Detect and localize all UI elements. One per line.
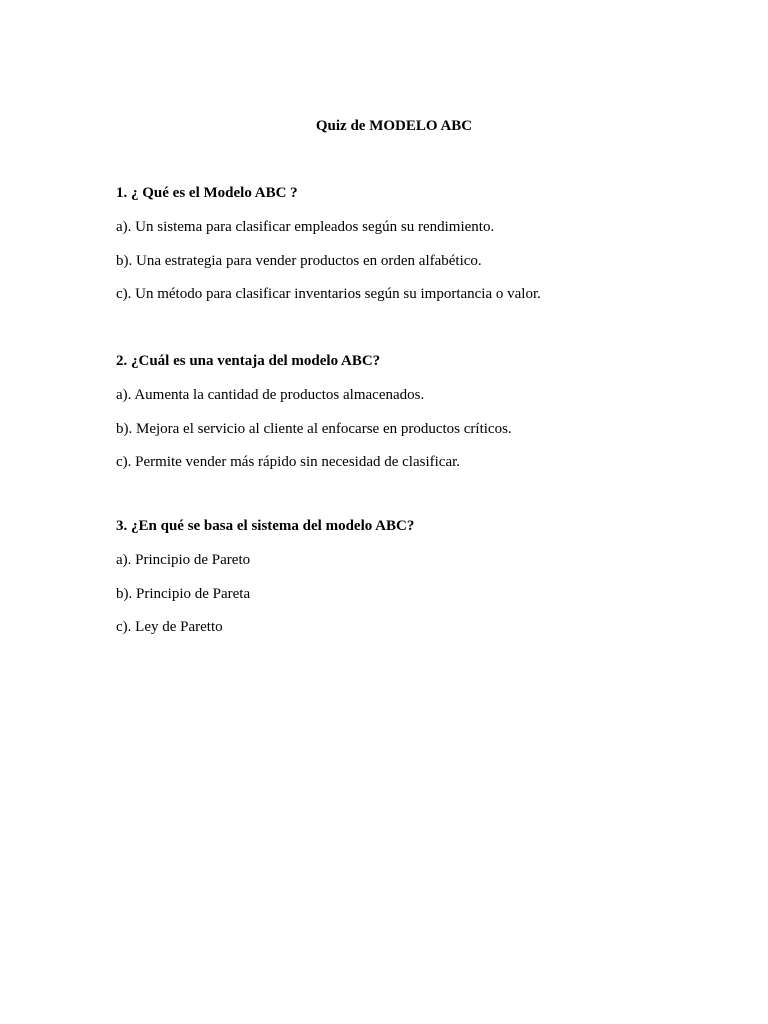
question-2-option-b: b). Mejora el servicio al cliente al enfocarse en productos críticos. (116, 420, 512, 437)
question-block-3 (116, 516, 736, 651)
question-2-option-a: a). Aumenta la cantidad de productos almacenados. (116, 387, 425, 403)
question-3-option-a: a). Principio de Pareto (116, 552, 251, 568)
question-3-option-b: b). Principio de Pareta (116, 585, 251, 602)
question-1-text: 1. ¿ Qué es el Modelo ABC ? (116, 185, 298, 201)
question-block-1 (116, 183, 736, 318)
document-title: Quiz de MODELO ABC (315, 118, 473, 134)
question-1-option-c: c). Un método para clasificar inventarios según su importancia o valor. (116, 286, 541, 302)
question-block-2 (116, 351, 736, 486)
question-2-text: 2. ¿Cuál es una ventaja del modelo ABC? (116, 353, 381, 369)
question-3-text: 3. ¿En qué se basa el sistema del modelo ABC? (116, 518, 415, 534)
question-3-option-c: c). Ley de Paretto (116, 619, 223, 635)
question-1-option-a: a). Un sistema para clasificar empleados según su rendimiento. (116, 219, 495, 235)
question-1-option-b: b). Una estrategia para vender productos en orden alfabético. (116, 252, 482, 269)
question-2-option-c: c). Permite vender más rápido sin necesidad de clasificar. (116, 454, 461, 470)
